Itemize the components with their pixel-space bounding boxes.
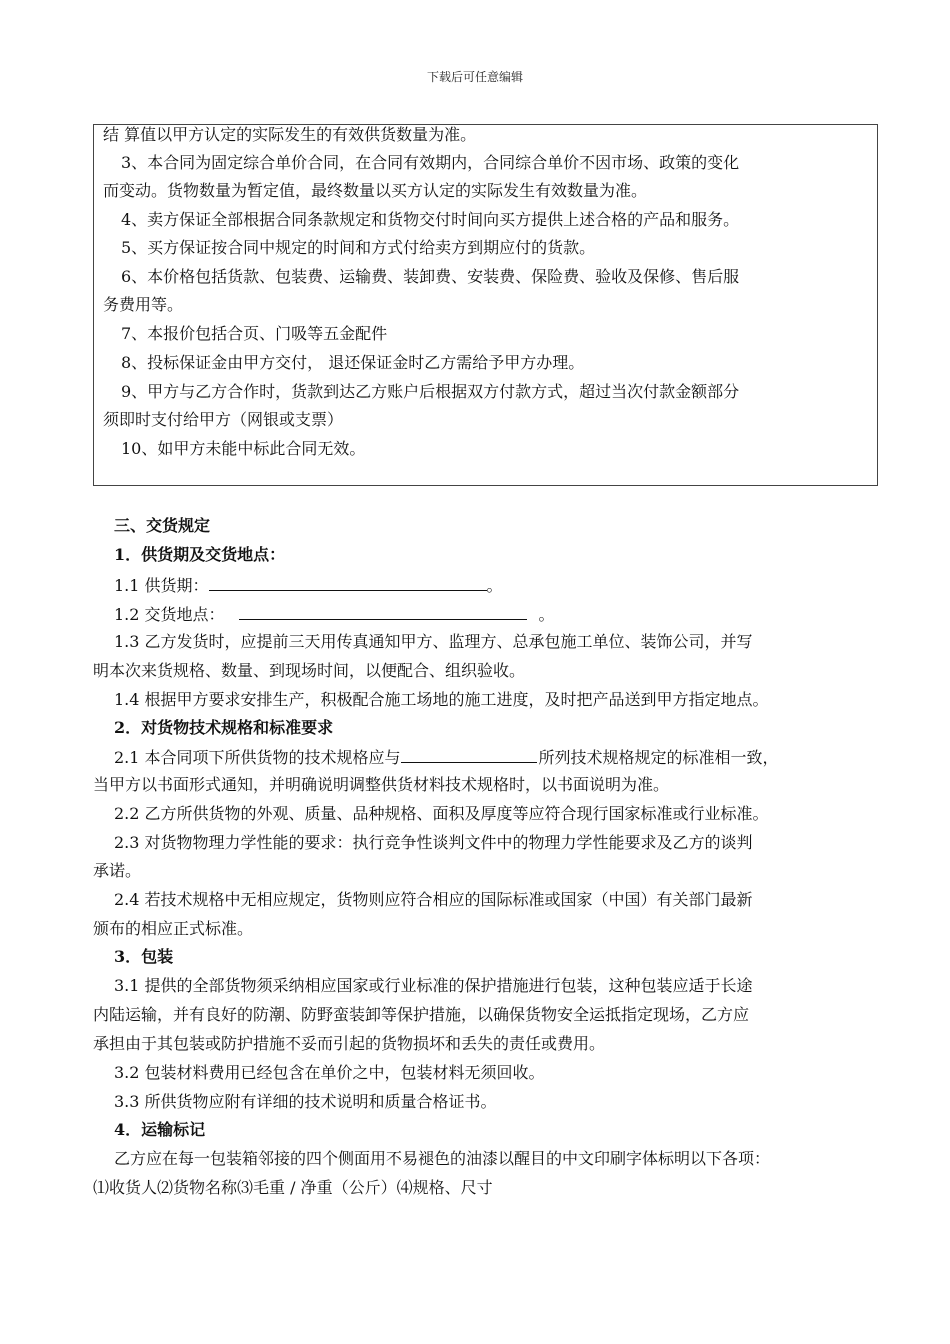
box-line-2: 3、本合同为固定综合单价合同，在合同有效期内，合同综合单价不因市场、政策的变化 xyxy=(121,153,740,172)
p2-4-line-a: 2.4 若技术规格中无相应规定，货物则应符合相应的国际标准或国家（中国）有关部门最新 xyxy=(114,890,753,909)
box-line-1: 结 算值以甲方认定的实际发生的有效供货数量为准。 xyxy=(103,125,477,144)
heading-1: 1．供货期及交货地点： xyxy=(114,545,286,564)
spec-document-blank xyxy=(401,746,537,763)
supply-period-line xyxy=(114,574,503,596)
p2-4-line-b: 颁布的相应正式标准。 xyxy=(93,919,254,938)
box-line-12: 10、如甲方未能中标此合同无效。 xyxy=(121,439,366,458)
box-line-10: 9、甲方与乙方合作时，货款到达乙方账户后根据双方付款方式，超过当次付款金额部分 xyxy=(121,382,740,401)
p4-line-b: ⑴收货人⑵货物名称⑶毛重 / 净重（公斤）⑷规格、尺寸 xyxy=(93,1178,493,1197)
supply-period-blank xyxy=(209,574,487,591)
box-line-3: 而变动。货物数量为暂定值，最终数量以买方认定的实际发生有效数量为准。 xyxy=(103,181,648,200)
p2-1-post: 所列技术规格规定的标准相一致， xyxy=(538,748,779,767)
p3-3-line: 3.3 所供货物应附有详细的技术说明和质量合格证书。 xyxy=(114,1092,497,1111)
p2-1-line-a xyxy=(114,746,779,768)
delivery-place-label: 1.2 交货地点： xyxy=(114,605,225,624)
delivery-place-blank xyxy=(239,603,527,620)
box-line-5: 5、买方保证按合同中规定的时间和方式付给卖方到期应付的货款。 xyxy=(121,238,596,257)
section-title: 三、交货规定 xyxy=(114,516,211,535)
heading-3: 3．包装 xyxy=(114,947,174,966)
box-line-4: 4、卖方保证全部根据合同条款规定和货物交付时间向买方提供上述合格的产品和服务。 xyxy=(121,210,740,229)
p3-2-line: 3.2 包装材料费用已经包含在单价之中，包装材料无须回收。 xyxy=(114,1063,545,1082)
box-line-11: 须即时支付给甲方（网银或支票） xyxy=(103,410,344,429)
p4-line-a: 乙方应在每一包装箱邻接的四个侧面用不易褪色的油漆以醒目的中文印刷字体标明以下各项： xyxy=(114,1149,771,1168)
supply-period-label: 1.1 供货期： xyxy=(114,576,209,595)
p2-1-line-b: 当甲方以书面形式通知，并明确说明调整供货材料技术规格时，以书面说明为准。 xyxy=(93,775,670,794)
p3-1-line-b: 内陆运输，并有良好的防潮、防野蛮装卸等保护措施，以确保货物安全运抵指定现场，乙方应 xyxy=(93,1005,750,1024)
terms-box xyxy=(93,124,878,486)
heading-2: 2．对货物技术规格和标准要求 xyxy=(114,718,334,737)
page-header: 下载后可任意编辑 xyxy=(426,70,523,84)
supply-period-end: 。 xyxy=(486,576,503,595)
p2-3-line-a: 2.3 对货物物理力学性能的要求：执行竞争性谈判文件中的物理力学性能要求及乙方的谈判 xyxy=(114,833,753,852)
p3-1-line-c: 承担由于其包装或防护措施不妥而引起的货物损坏和丢失的责任或费用。 xyxy=(93,1034,606,1053)
delivery-place-end: 。 xyxy=(538,605,555,624)
p1-3-line-a: 1.3 乙方发货时，应提前三天用传真通知甲方、监理方、总承包施工单位、装饰公司，并写 xyxy=(114,632,753,651)
p3-1-line-a: 3.1 提供的全部货物须采纳相应国家或行业标准的保护措施进行包装，这种包装应适于长途 xyxy=(114,976,753,995)
box-line-6: 6、本价格包括货款、包装费、运输费、装卸费、安装费、保险费、验收及保修、售后服 xyxy=(121,267,740,286)
p2-2-line: 2.2 乙方所供货物的外观、质量、品种规格、面积及厚度等应符合现行国家标准或行业标准。 xyxy=(114,804,769,823)
box-line-9: 8、投标保证金由甲方交付， 退还保证金时乙方需给予甲方办理。 xyxy=(121,353,585,372)
delivery-place-line xyxy=(114,603,555,625)
p1-3-line-b: 明本次来货规格、数量、到现场时间，以便配合、组织验收。 xyxy=(93,661,526,680)
heading-4: 4．运输标记 xyxy=(114,1120,206,1139)
box-line-7: 务费用等。 xyxy=(103,295,184,314)
p2-3-line-b: 承诺。 xyxy=(93,861,142,880)
box-line-8: 7、本报价包括合页、门吸等五金配件 xyxy=(121,324,388,343)
p2-1-pre: 2.1 本合同项下所供货物的技术规格应与 xyxy=(114,748,401,767)
p1-4-line: 1.4 根据甲方要求安排生产，积极配合施工场地的施工进度，及时把产品送到甲方指定地点。 xyxy=(114,690,769,709)
